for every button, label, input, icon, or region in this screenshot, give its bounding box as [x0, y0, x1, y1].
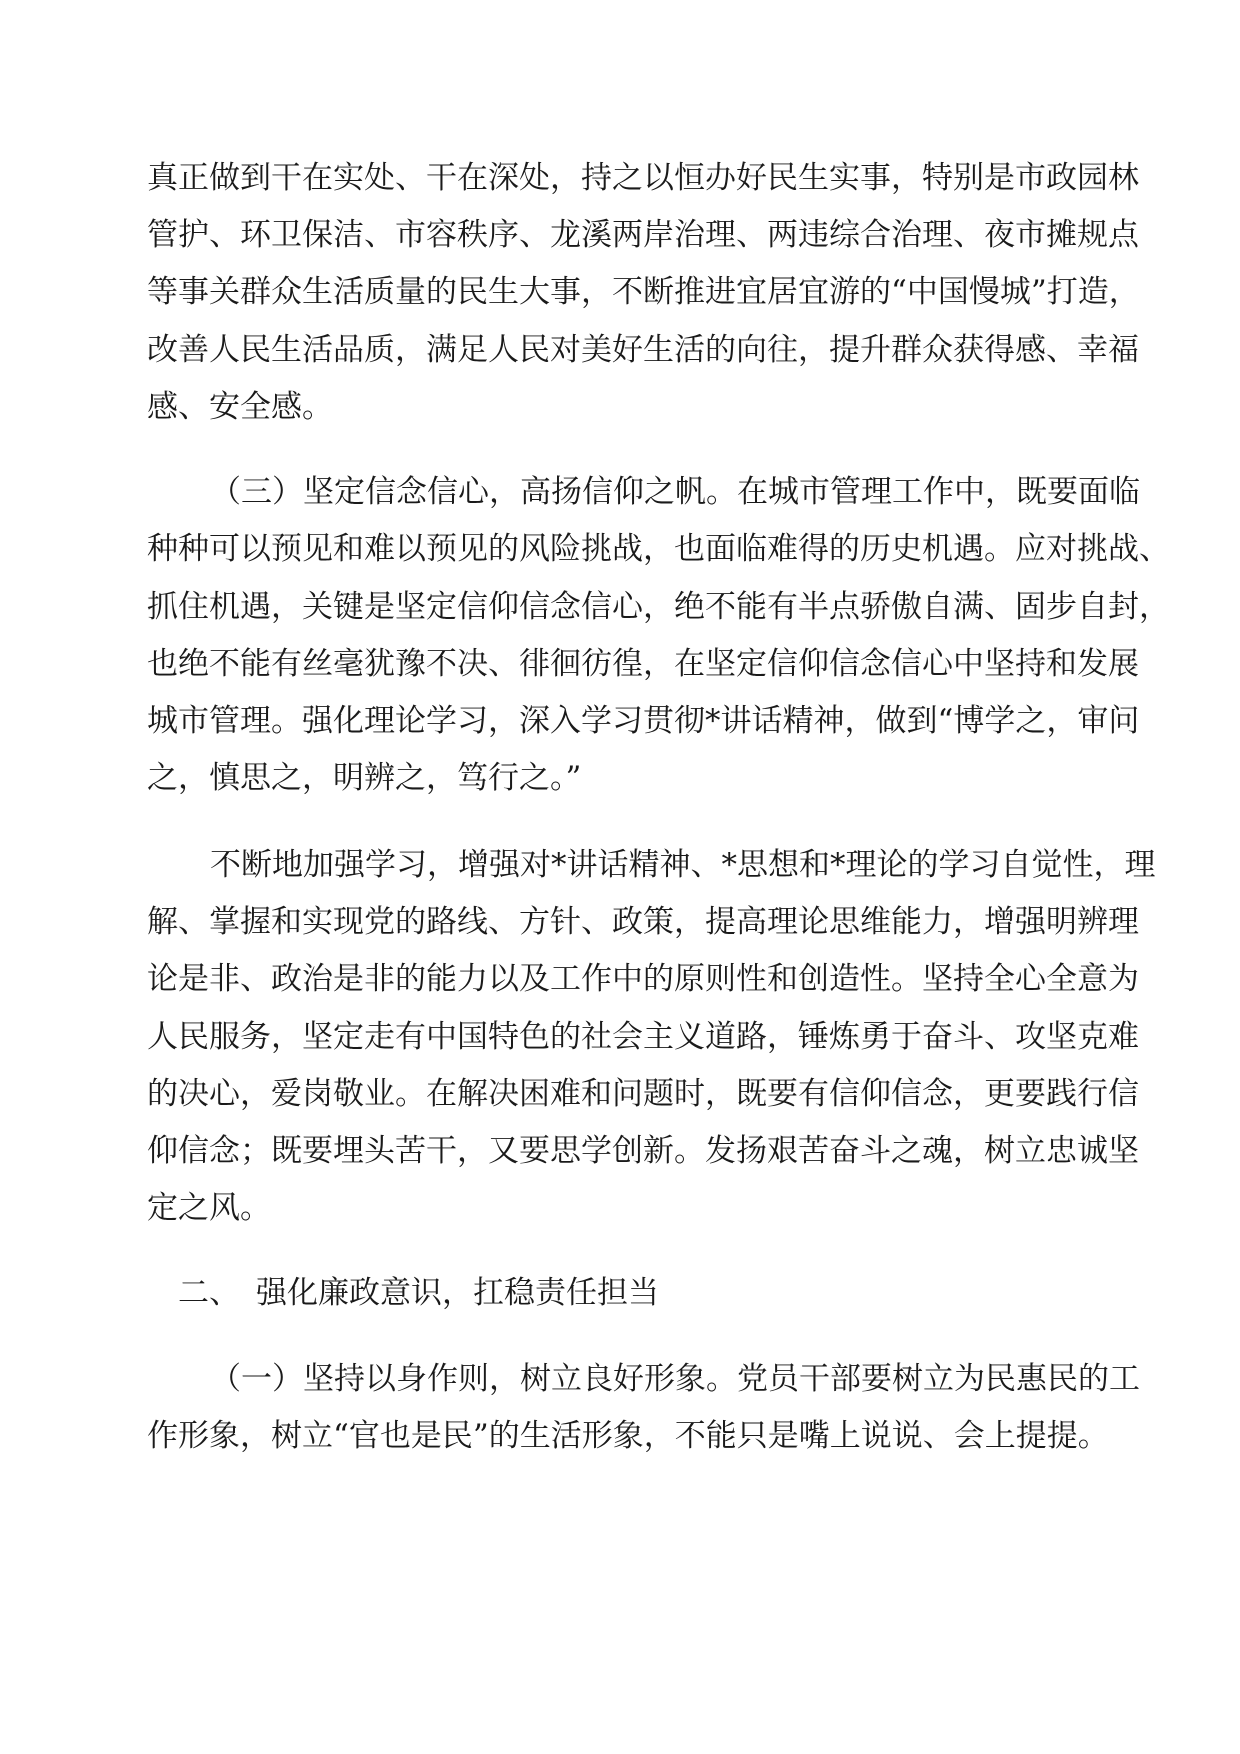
- paragraph-line: 真正做到干在实处、干在深处，持之以恒办好民生实事，特别是市政园林: [147, 160, 1139, 196]
- section-title: 强化廉政意识，扛稳责任担当: [256, 1275, 659, 1311]
- paragraph-line: 感、安全感。: [147, 389, 333, 425]
- paragraph-line: 解、掌握和实现党的路线、方针、政策，提高理论思维能力，增强明辨理: [147, 904, 1139, 940]
- section-number: 二、: [178, 1275, 240, 1311]
- paragraph-line: 种种可以预见和难以预见的风险挑战，也面临难得的历史机遇。应对挑战、: [147, 531, 1170, 567]
- paragraph-line: 改善人民生活品质，满足人民对美好生活的向往，提升群众获得感、幸福: [147, 332, 1139, 368]
- paragraph-line: 定之风。: [147, 1190, 271, 1226]
- paragraph-line: 之，慎思之，明辨之，笃行之。”: [147, 760, 582, 796]
- paragraph-line: 不断地加强学习，增强对*讲话精神、*思想和*理论的学习自觉性，理: [210, 847, 1156, 883]
- paragraph-line: 等事关群众生活质量的民生大事，不断推进宜居宜游的“中国慢城”打造，: [147, 274, 1140, 310]
- section-heading: [178, 1272, 659, 1314]
- paragraph-line: 抓住机遇，关键是坚定信仰信念信心，绝不能有半点骄傲自满、固步自封，: [147, 589, 1170, 625]
- paragraph-line: 城市管理。强化理论学习，深入学习贯彻*讲话精神，做到“博学之，审问: [147, 703, 1140, 739]
- paragraph-line: 论是非、政治是非的能力以及工作中的原则性和创造性。坚持全心全意为: [147, 961, 1139, 997]
- paragraph-line: 管护、环卫保洁、市容秩序、龙溪两岸治理、两违综合治理、夜市摊规点: [147, 217, 1139, 253]
- paragraph-line: 人民服务，坚定走有中国特色的社会主义道路，锤炼勇于奋斗、攻坚克难: [147, 1019, 1139, 1055]
- paragraph-line: 的决心，爱岗敬业。在解决困难和问题时，既要有信仰信念，更要践行信: [147, 1076, 1139, 1112]
- paragraph-line: （三）坚定信念信心，高扬信仰之帆。在城市管理工作中，既要面临: [210, 474, 1140, 510]
- paragraph-line: 也绝不能有丝毫犹豫不决、徘徊彷徨，在坚定信仰信念信心中坚持和发展: [147, 646, 1139, 682]
- paragraph-line: 仰信念；既要埋头苦干，又要思学创新。发扬艰苦奋斗之魂，树立忠诚坚: [147, 1133, 1139, 1169]
- paragraph-line: 作形象，树立“官也是民”的生活形象，不能只是嘴上说说、会上提提。: [147, 1418, 1109, 1454]
- paragraph-line: （一）坚持以身作则，树立良好形象。党员干部要树立为民惠民的工: [210, 1361, 1140, 1397]
